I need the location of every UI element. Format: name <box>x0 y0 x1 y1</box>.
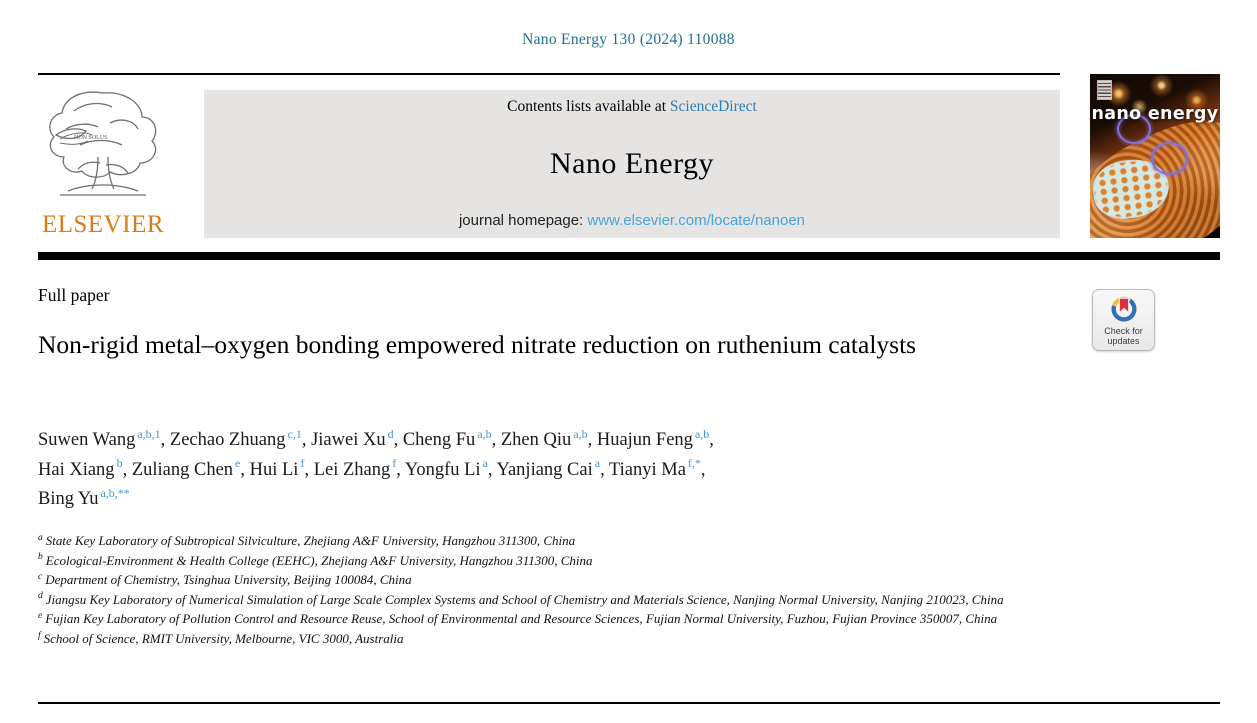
author-name: Hai Xiang <box>38 459 115 480</box>
author-name: Lei Zhang <box>313 459 391 480</box>
header-black-bar <box>38 252 1220 260</box>
journal-banner <box>204 90 1060 238</box>
author-affiliation-marks: f,* <box>687 456 701 471</box>
affiliation-marker: e <box>38 611 43 622</box>
affiliation-item: $^f$ School of Science, RMIT University, Melbourne, VIC 3000, Australia <box>38 630 404 646</box>
author-affiliation-marks: a,b <box>694 426 710 441</box>
author-affiliation-marks: a,b,1 <box>137 426 161 441</box>
author-name: Cheng Fu <box>402 430 476 450</box>
elsevier-logo <box>38 83 168 240</box>
affiliation-marker: f <box>38 630 41 641</box>
top-divider <box>38 73 1060 75</box>
author-affiliation-marks: c,1 <box>287 426 302 441</box>
author-affiliation-marks: e <box>235 456 241 471</box>
author-name: Zechao Zhuang <box>169 430 286 450</box>
affiliation-item: $^d$ Jiangsu Key Laboratory of Numerical Simulation of Large Scale Complex Systems and School of Chemistry and Materials Science, Nanjing Normal University, Nanjing 210023, China <box>38 591 1004 607</box>
affiliation-marker: a <box>38 532 43 543</box>
cover-ring-art <box>1151 142 1188 175</box>
author-name: Jiawei Xu <box>311 430 386 450</box>
cover-masthead: nano energy <box>1091 104 1219 124</box>
affiliation-item: $^b$ Ecological-Environment & Health College (EEHC), Zhejiang A&F University, Hangzhou 311300, China <box>38 552 593 568</box>
author-name: Zhen Qiu <box>500 430 572 450</box>
check-for-updates-icon <box>1108 294 1140 326</box>
author-name: Yanjiang Cai <box>496 459 593 480</box>
check-for-updates-label: Check for updates <box>1104 326 1143 346</box>
homepage-link[interactable]: www.elsevier.com/locate/nanoen <box>587 212 806 229</box>
author-affiliation-marks: a <box>482 456 488 471</box>
bottom-divider <box>38 702 1220 704</box>
author-affiliation-marks: a <box>594 456 601 471</box>
author-list: Suwen Wang $^{a,b,1}$, Zechao Zhuang $^{c,1}$, Jiawei Xu $^d$, Cheng Fu $^{a,b}$, Zhen Qiu $^{a,b}$, Huajun Feng $^{a,b}$, Hai Xiang $^b$, Zuliang Chen $^e$, Hui Li $^f$, Lei Zhang $^f$, Yongfu Li $^a$, Yanjiang Cai $^a$, Tianyi Ma $^{f,*}$, Bing Yu $^{a,b,**}$ <box>38 426 714 509</box>
author-name: Bing Yu <box>38 489 99 509</box>
affiliation-marker: b <box>38 552 43 563</box>
author-name: Tianyi Ma <box>608 459 686 480</box>
author-affiliation-marks: a,b,** <box>100 485 130 500</box>
author-affiliation-marks: a,b <box>573 426 588 441</box>
author-affiliation-marks: a,b <box>477 426 492 441</box>
author-affiliation-marks: b <box>116 456 123 471</box>
article-title: Non-rigid metal–oxygen bonding empowered nitrate reduction on ruthenium catalysts <box>38 330 917 359</box>
author-name: Huajun Feng <box>596 430 693 450</box>
author-name: Hui Li <box>249 459 299 480</box>
author-name: Yongfu Li <box>404 459 481 480</box>
journal-title: Nano Energy <box>549 147 715 180</box>
journal-cover-thumbnail[interactable] <box>1090 74 1220 238</box>
article-type-label: Full paper <box>38 285 110 305</box>
author-name: Zuliang Chen <box>131 459 234 480</box>
check-for-updates-badge[interactable] <box>1092 289 1155 351</box>
elsevier-wordmark: ELSEVIER <box>41 211 165 238</box>
cover-elsevier-mini-logo <box>1097 80 1112 100</box>
author-name: Suwen Wang <box>38 430 136 450</box>
affiliation-marker: c <box>38 571 43 582</box>
homepage-line <box>459 212 805 229</box>
contents-prefix: Contents lists available at <box>507 98 670 115</box>
contents-line <box>507 98 757 116</box>
affiliation-item: $^c$ Department of Chemistry, Tsinghua University, Beijing 100084, China <box>38 571 412 588</box>
author-affiliation-marks: f <box>300 456 305 471</box>
homepage-prefix: journal homepage: <box>458 212 588 229</box>
elsevier-tree-icon <box>40 83 166 209</box>
affiliation-item: $^e$ Fujian Key Laboratory of Pollution Control and Resource Reuse, School of Environmental and Resource Sciences, Fujian Normal University, Fuzhou, Fujian Province 350007, China <box>38 611 998 627</box>
elsevier-motto: NON SOLUS <box>74 135 108 141</box>
author-affiliation-marks: d <box>387 426 394 441</box>
affiliation-list <box>38 531 1073 649</box>
journal-citation: Nano Energy 130 (2024) 110088 <box>522 31 735 48</box>
author-affiliation-marks: f <box>392 456 397 471</box>
affiliation-marker: d <box>38 591 43 602</box>
affiliation-item: $^a$ State Key Laboratory of Subtropical Silviculture, Zhejiang A&F University, Hangzhou 311300, China <box>38 532 576 548</box>
sciencedirect-link[interactable]: ScienceDirect <box>669 98 757 115</box>
